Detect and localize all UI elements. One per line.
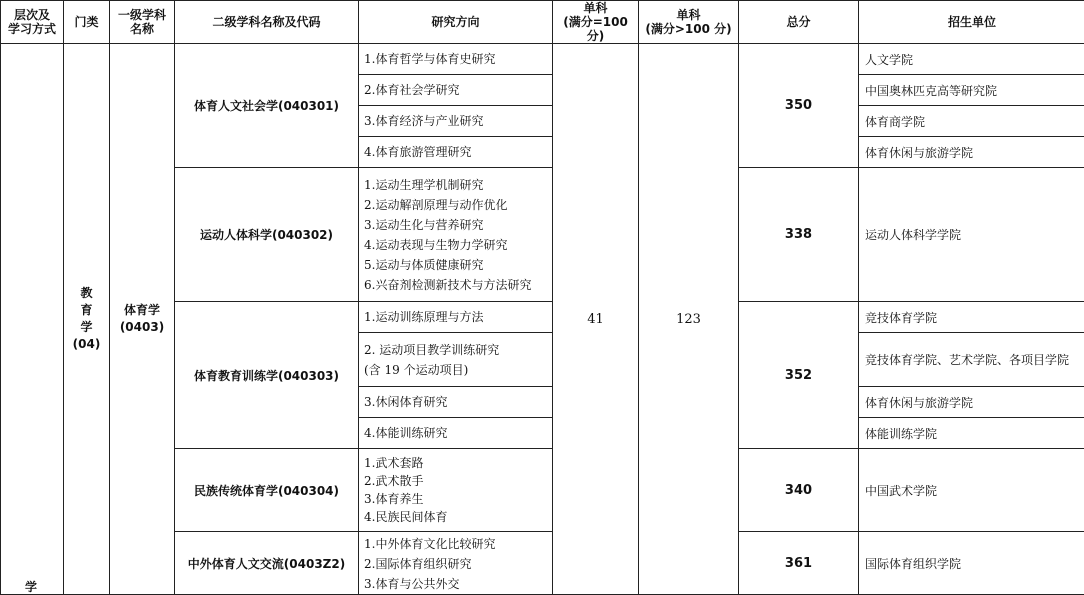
admission-unit: 竞技体育学院、艺术学院、各项目学院 [859,333,1084,387]
admission-unit: 体能训练学院 [859,418,1084,449]
research-direction: 1.体育哲学与体育史研究 [359,44,553,75]
total-score: 350 [739,44,859,168]
research-direction: 3.休闲体育研究 [359,387,553,418]
total-score: 361 [739,532,859,595]
admission-unit: 体育休闲与旅游学院 [859,137,1084,168]
single-gt100-score: 123 [639,44,739,595]
header-unit: 招生单位 [859,1,1084,44]
admission-unit: 中国奥林匹克高等研究院 [859,75,1084,106]
discipline-name: 体育教育训练学(040303) [175,302,359,449]
research-direction: 1.武术套路 2.武术散手 3.体育养生 4.民族民间体育 [359,449,553,532]
discipline-name: 体育人文社会学(040301) [175,44,359,168]
discipline-name: 民族传统体育学(040304) [175,449,359,532]
admission-unit: 运动人体科学学院 [859,168,1084,302]
admission-unit: 体育商学院 [859,106,1084,137]
first-discipline-cell: 体育学 (0403) [110,44,175,595]
discipline-name: 中外体育人文交流(0403Z2) [175,532,359,595]
header-category: 门类 [64,1,110,44]
header-single-gt100: 单科 (满分>100 分) [639,1,739,44]
total-score: 338 [739,168,859,302]
single-100-score: 41 [553,44,639,595]
header-second-discipline: 二级学科名称及代码 [175,1,359,44]
research-direction: 2.体育社会学研究 [359,75,553,106]
admission-unit: 人文学院 [859,44,1084,75]
category-cell: 教 育 学 (04) [64,44,110,595]
table-row [1,44,1084,75]
research-direction: 4.体能训练研究 [359,418,553,449]
discipline-name: 运动人体科学(040302) [175,168,359,302]
header-row [1,1,1084,44]
research-direction: 2. 运动项目教学训练研究 (含 19 个运动项目) [359,333,553,387]
research-direction: 1.运动训练原理与方法 [359,302,553,333]
level-cell [1,44,64,595]
header-level: 层次及 学习方式 [1,1,64,44]
research-direction: 1.运动生理学机制研究 2.运动解剖原理与动作优化 3.运动生化与营养研究 4.运动表现与生物力学研究 5.运动与体质健康研究 6.兴奋剂检测新技术与方法研究 [359,168,553,302]
header-total: 总分 [739,1,859,44]
research-direction: 1.中外体育文化比较研究 2.国际体育组织研究 3.体育与公共外交 [359,532,553,595]
admission-unit: 国际体育组织学院 [859,532,1084,595]
header-first-discipline: 一级学科 名称 [110,1,175,44]
level-partial-char: 学 [25,578,37,595]
admission-unit: 中国武术学院 [859,449,1084,532]
admission-unit: 体育休闲与旅游学院 [859,387,1084,418]
admission-unit: 竞技体育学院 [859,302,1084,333]
header-single-100: 单科 (满分=100 分) [553,1,639,44]
total-score: 340 [739,449,859,532]
header-research: 研究方向 [359,1,553,44]
total-score: 352 [739,302,859,449]
research-direction: 4.体育旅游管理研究 [359,137,553,168]
research-direction: 3.体育经济与产业研究 [359,106,553,137]
